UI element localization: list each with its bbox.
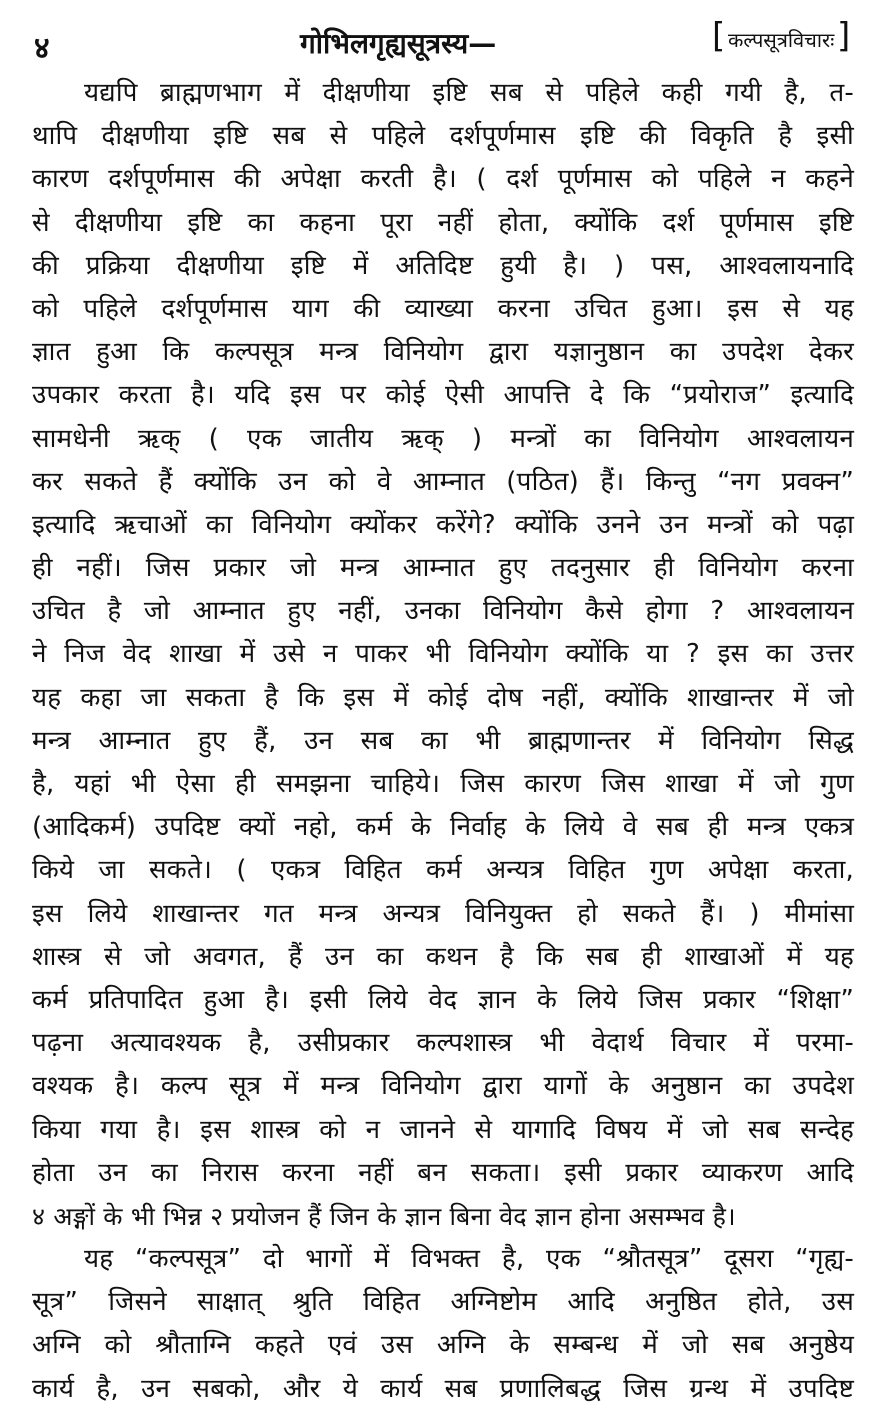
- text-line: उचित है जो आम्नात हुए नहीं, उनका विनियोग कैसे होगा ? आश्वलायन: [32, 596, 854, 627]
- text-line: पढ़ना अत्यावश्यक है, उसीप्रकार कल्पशास्त्र भी वेदार्थ विचार में परमा-: [32, 1028, 854, 1059]
- text-line: कर्म प्रतिपादित हुआ है। इसी लिये वेद ज्ञान के लिये जिस प्रकार “शिक्षा”: [32, 984, 854, 1015]
- text-line: यह कहा जा सकता है कि इस में कोई दोष नहीं, क्योंकि शाखान्तर में जो: [32, 682, 854, 713]
- page-number: ४: [34, 31, 50, 66]
- text-line: अग्नि को श्रौताग्नि कहते एवं उस अग्नि के सम्बन्ध में जो सब अनुष्ठेय: [32, 1330, 854, 1361]
- text-line: उपकार करता है। यदि इस पर कोई ऐसी आपत्ति दे कि “प्रयोराज” इत्यादि: [32, 380, 854, 411]
- text-line: थापि दीक्षणीया इष्टि सब से पहिले दर्शपूर्णमास इष्टि की विकृति है इसी: [32, 121, 854, 152]
- text-line: है, यहां भी ऐसा ही समझना चाहिये। जिस कारण जिस शाखा में जो गुण: [32, 769, 854, 799]
- text-line: (आदिकर्म) उपदिष्ट क्यों नहो, कर्म के निर्वाह के लिये वे सब ही मन्त्र एकत्र: [32, 812, 854, 843]
- text-line: शास्त्र से जो अवगत, हैं उन का कथन है कि सब ही शाखाओं में यह: [32, 941, 854, 972]
- text-line: ने निज वेद शाखा में उसे न पाकर भी विनियोग क्योंकि या ? इस का उत्तर: [32, 639, 854, 670]
- text-line: सूत्र” जिसने साक्षात् श्रुति विहित अग्निष्टोम आदि अनुष्ठित होते, उस: [32, 1287, 854, 1318]
- text-line: ज्ञात हुआ कि कल्पसूत्र मन्त्र विनियोग द्वारा यज्ञानुष्ठान का उपदेश देकर: [32, 337, 854, 368]
- text-line: वश्यक है। कल्प सूत्र में मन्त्र विनियोग द्वारा यागों के अनुष्ठान का उपदेश: [32, 1071, 854, 1102]
- text-line: कर सकते हैं क्योंकि उन को वे आम्नात (पठित) हैं। किन्तु “नग प्रवक्न”: [32, 466, 854, 497]
- text-line: सामधेनी ऋक् ( एक जातीय ऋक् ) मन्त्रों का विनियोग आश्वलायन: [32, 423, 854, 454]
- text-line: किया गया है। इस शास्त्र को न जानने से यागादि विषय में जो सब सन्देह: [32, 1114, 854, 1145]
- text-line: की प्रक्रिया दीक्षणीया इष्टि में अतिदिष्ट हुयी है। ) पस, आश्वलायनादि: [32, 250, 854, 281]
- text-line: यह “कल्पसूत्र” दो भागों में विभक्त है, एक “श्रौतसूत्र” दूसरा “गृह्य-: [84, 1244, 854, 1275]
- text-line: ४ अङ्गों के भी भिन्न २ प्रयोजन हैं जिन के ज्ञान बिना वेद ज्ञान होना असम्भव है।: [32, 1201, 736, 1231]
- text-line: मन्त्र आम्नात हुए हैं, उन सब का भी ब्राह्मणान्तर में विनियोग सिद्ध: [32, 725, 854, 756]
- page-header: [0, 20, 888, 68]
- text-line: यद्यपि ब्राह्मणभाग में दीक्षणीया इष्टि सब से पहिले कही गयी है, त-: [84, 78, 854, 108]
- text-line: कारण दर्शपूर्णमास की अपेक्षा करती है। ( दर्श पूर्णमास को पहिले न कहने: [32, 164, 854, 195]
- text-line: इत्यादि ऋचाओं का विनियोग क्योंकर करेंगे? क्योंकि उनने उन मन्त्रों को पढ़ा: [32, 509, 854, 540]
- text-line: को पहिले दर्शपूर्णमास याग की व्याख्या करना उचित हुआ। इस से यह: [32, 293, 854, 324]
- text-line: ही नहीं। जिस प्रकार जो मन्त्र आम्नात हुए तदनुसार ही विनियोग करना: [32, 553, 854, 584]
- text-line: कार्य है, उन सबको, और ये कार्य सब प्रणालिबद्ध जिस ग्रन्थ में उपदिष्ट: [32, 1373, 854, 1404]
- text-line: होता उन का निरास करना नहीं बन सकता। इसी प्रकार व्याकरण आदि: [32, 1157, 854, 1188]
- text-line: इस लिये शाखान्तर गत मन्त्र अन्यत्र विनियुक्त हो सकते हैं। ) मीमांसा: [32, 898, 854, 929]
- text-line: से दीक्षणीया इष्टि का कहना पूरा नहीं होता, क्योंकि दर्श पूर्णमास इष्टि: [32, 207, 854, 238]
- running-title: गोभिलगृह्यसूत्रस्य—: [300, 27, 497, 60]
- text-line: किये जा सकते। ( एकत्र विहित कर्म अन्यत्र विहित गुण अपेक्षा करता,: [32, 855, 854, 886]
- section-label: [ कल्पसूत्रविचारः ]: [716, 22, 846, 57]
- body-text: [32, 72, 854, 1411]
